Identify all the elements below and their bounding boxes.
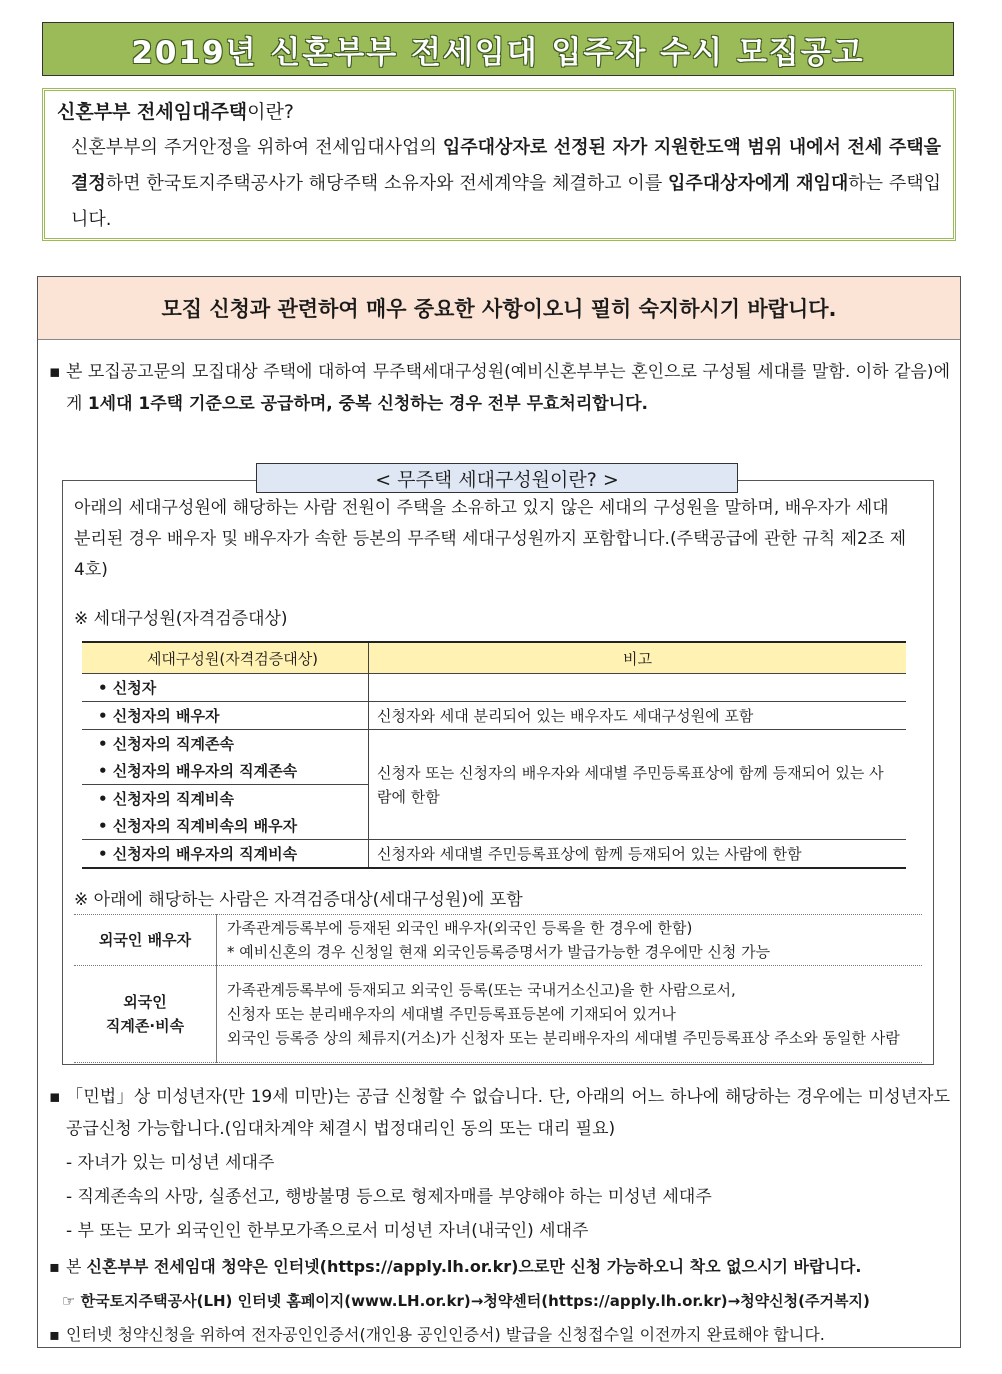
- page-title-text: 2019년 신혼부부 전세임대 입주자 수시 모집공고: [131, 34, 865, 71]
- definition-text-3: 하면 한국토지주택공사가 해당주택 소유자와 전세계약을 체결하고 이를: [105, 173, 669, 194]
- household-subheading: ※ 세대구성원(자격검증대상): [74, 609, 288, 629]
- definition-text-2: 입주대상자로 선정된 자가 지원한도액 범위 내에서 전세 주택을 결정: [71, 137, 941, 194]
- table-row: [82, 702, 906, 730]
- table-cell-member: • 신청자의 배우자: [82, 702, 369, 730]
- bullet-mark: ▪: [49, 1325, 60, 1344]
- bullet-no-home-text: 본 모집공고문의 모집대상 주택에 대하여 무주택세대구성원(예비신혼부부는 혼인으로 구성될 세대를 말함. 이하 같음)에게: [66, 362, 950, 414]
- foreign-lineal-label-2: 직계존·비속: [105, 1017, 185, 1035]
- bullet-mark: ▪: [49, 362, 61, 382]
- minor-case-3: - 부 또는 모가 외국인인 한부모가족으로서 미성년 자녀(내국인) 세대주: [66, 1221, 589, 1241]
- table-cell-member: • 신청자의 배우자의 직계비속: [82, 840, 369, 869]
- bullet-no-home: [49, 356, 950, 420]
- definition-box: [42, 88, 956, 241]
- bullet-mark: ▪: [49, 1257, 60, 1276]
- table-cell-note: 신청자와 세대 분리되어 있는 배우자도 세대구성원에 포함: [369, 702, 907, 730]
- definition-heading-bold: 신혼부부 전세임대주택: [57, 101, 248, 123]
- minor-case-1: - 자녀가 있는 미성년 세대주: [66, 1153, 275, 1173]
- foreign-spouse-desc-2: * 예비신혼의 경우 신청일 현재 외국인등록증명서가 발급가능한 경우에만 신청 가능: [227, 943, 771, 961]
- definition-text-1: 신혼부부의 주거안정을 위하여 전세임대사업의: [71, 137, 443, 158]
- foreign-members-table: [74, 914, 922, 1063]
- bullet-certificate: [49, 1319, 950, 1351]
- table-row: [82, 730, 906, 758]
- table-cell-note: 신청자와 세대별 주민등록표상에 함께 등재되어 있는 사람에 한함: [369, 840, 907, 869]
- foreign-spouse-label: 외국인 배우자: [74, 915, 217, 966]
- table-row: [74, 966, 922, 1063]
- foreign-spouse-desc: [217, 915, 923, 966]
- bullet-minor: [49, 1081, 950, 1145]
- bullet-minor-text: 「민법」상 미성년자(만 19세 미만)는 공급 신청할 수 없습니다. 단, 아래의 어느 하나에 해당하는 경우에는 미성년자도 공급신청 가능합니다.(임대차계약 체결시 법정대리인 동의 또는 대리 필요): [66, 1087, 950, 1139]
- table-row: [82, 840, 906, 869]
- table-cell-note: 신청자 또는 신청자의 배우자와 세대별 주민등록표상에 함께 등재되어 있는 사람에 한함: [369, 730, 907, 840]
- table-row: [82, 674, 906, 702]
- definition-heading-rest: 이란?: [247, 101, 294, 123]
- table-header-notes: 비고: [369, 642, 907, 674]
- minor-case-2: - 직계존속의 사망, 실종선고, 행방불명 등으로 형제자매를 부양해야 하는 미성년 세대주: [66, 1187, 712, 1207]
- bullet-online-pre: 본: [66, 1257, 87, 1276]
- bullet-online-bold: 신혼부부 전세임대 청약은 인터넷(https://apply.lh.or.kr)으로만 신청 가능하오니 착오 없으시기 바랍니다.: [86, 1257, 862, 1276]
- bullet-online: [49, 1251, 950, 1283]
- household-box-title: < 무주택 세대구성원이란? >: [256, 463, 738, 493]
- bullet-mark: ▪: [49, 1087, 61, 1107]
- bullet-no-home-bold: 1세대 1주택 기준으로 공급하며, 중복 신청하는 경우 전부 무효처리합니다.: [87, 394, 648, 414]
- table-cell-member: • 신청자의 직계존속: [82, 730, 369, 758]
- table-cell-member: • 신청자: [82, 674, 369, 702]
- foreign-lineal-desc-2: 신청자 또는 분리배우자의 세대별 주민등록표등본에 기재되어 있거나: [227, 1005, 676, 1023]
- foreign-lineal-desc-1: 가족관계등록부에 등재되고 외국인 등록(또는 국내거소신고)을 한 사람으로서,: [227, 981, 736, 999]
- foreign-lineal-label-1: 외국인: [123, 993, 167, 1011]
- definition-body: [57, 130, 941, 238]
- table-header-members: 세대구성원(자격검증대상): [82, 642, 369, 674]
- bullet-certificate-text: 인터넷 청약신청을 위하여 전자공인인증서(개인용 공인인증서) 발급을 신청접수일 이전까지 완료해야 합니다.: [66, 1325, 825, 1344]
- table-row: [74, 915, 922, 966]
- foreign-spouse-desc-1: 가족관계등록부에 등재된 외국인 배우자(외국인 등록을 한 경우에 한함): [227, 919, 693, 937]
- page-title: [42, 22, 954, 76]
- table-cell-note-empty: [369, 674, 907, 702]
- table-cell-member: • 신청자의 직계비속의 배우자: [82, 812, 369, 840]
- foreign-lineal-desc-3: 외국인 등록증 상의 체류지(거소)가 신청자 또는 분리배우자의 세대별 주민등록표상 주소와 동일한 사람: [227, 1029, 900, 1047]
- table-cell-member: • 신청자의 배우자의 직계존속: [82, 757, 369, 785]
- notice-heading: 모집 신청과 관련하여 매우 중요한 사항이오니 필히 숙지하시기 바랍니다.: [38, 277, 960, 340]
- table-cell-member: • 신청자의 직계비속: [82, 785, 369, 813]
- definition-heading: [57, 97, 941, 124]
- online-path: ☞ 한국토지주택공사(LH) 인터넷 홈페이지(www.LH.or.kr)→청약센터(https://apply.lh.or.kr)→청약신청(주거복지): [62, 1292, 870, 1310]
- household-subheading-2: ※ 아래에 해당하는 사람은 자격검증대상(세대구성원)에 포함: [74, 890, 523, 910]
- foreign-lineal-desc: [217, 966, 923, 1063]
- household-members-table: [82, 641, 906, 869]
- definition-text-4: 입주대상자에게 재임대: [668, 173, 849, 194]
- foreign-lineal-label: [74, 966, 217, 1063]
- definition-text-5: 하는 주택입니다.: [71, 173, 941, 230]
- household-description: 아래의 세대구성원에 해당하는 사람 전원이 주택을 소유하고 있지 않은 세대의 구성원을 말하며, 배우자가 세대 분리된 경우 배우자 및 배우자가 속한 등본의 무주택 세대구성원까지 포함합니다.(주택공급에 관한 규칙 제2조 제4호): [74, 498, 907, 580]
